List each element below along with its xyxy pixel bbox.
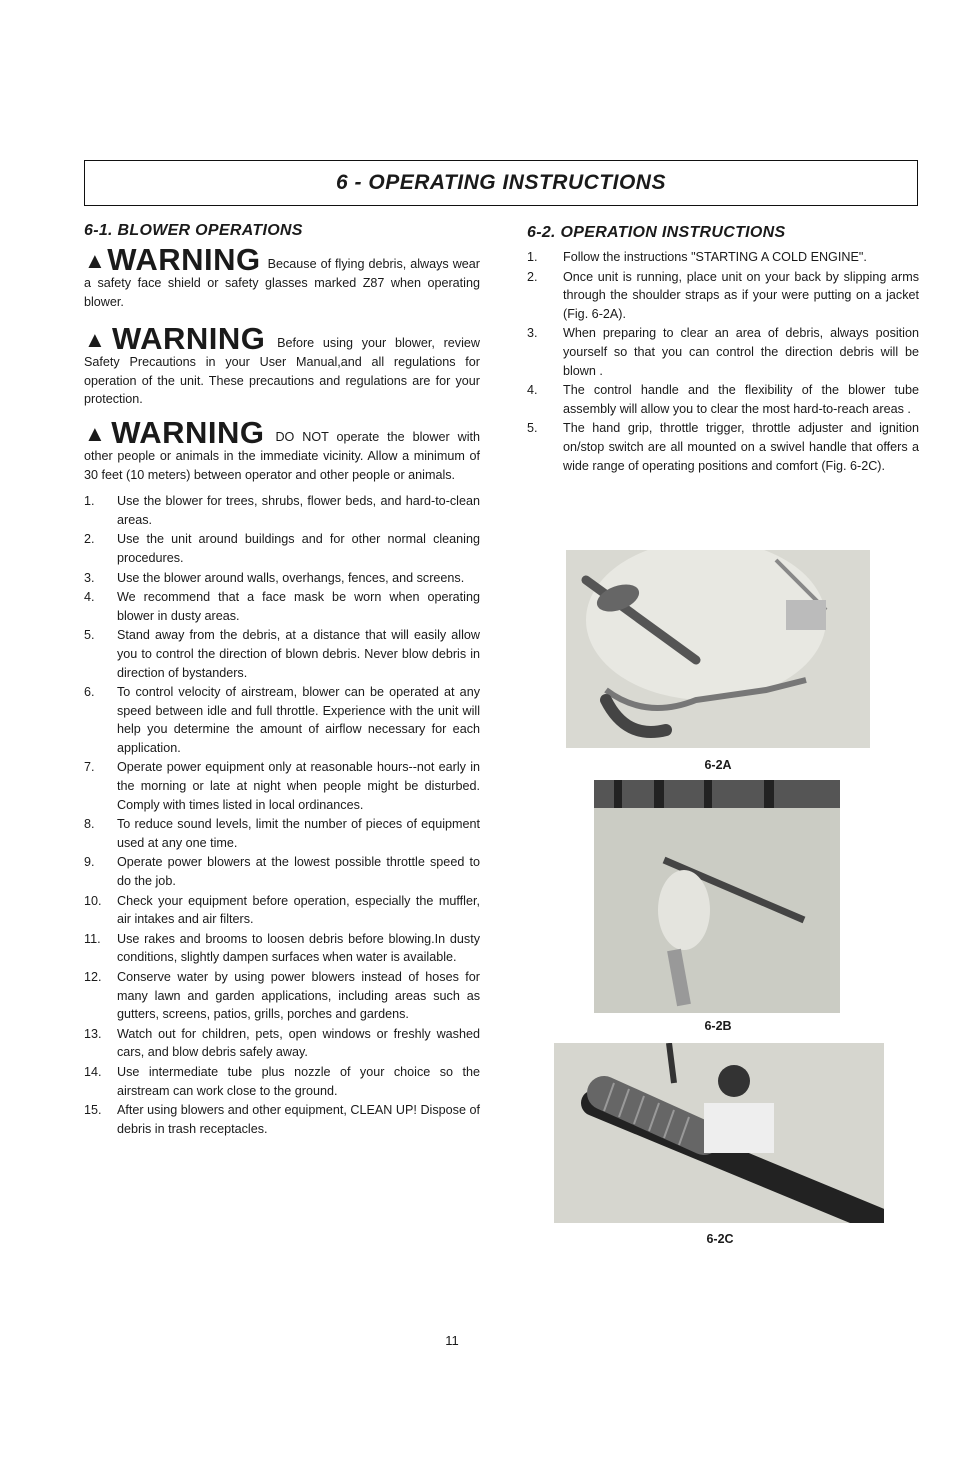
warning-triangle-icon: ▲ [84,420,111,446]
warning-safety-precautions [84,321,480,409]
blower-operations-title: 6-1. BLOWER OPERATIONS [84,222,303,239]
list-item: 3. When preparing to clear an area of debris, always position yourself so that you can control the direction debris will be blown . [527,326,919,378]
warning-triangle-icon: ▲ [84,327,112,353]
figure-caption: 6-2B [704,1019,732,1033]
list-item: 1. Use the blower for trees, shrubs, flower beds, and hard-to-clean areas. [84,494,480,527]
blower-operations-column [84,222,480,1139]
list-item: 8. To reduce sound levels, limit the number of pieces of equipment used at any one time. [84,817,480,850]
list-item: 10. Check your equipment before operation, especially the muffler, air intakes and air filters. [84,893,480,927]
figure-6-2a-photo [566,550,870,748]
list-item: 14. Use intermediate tube plus nozzle of your choice so the airstream can work close to the ground. [84,1064,480,1098]
list-item: 4. The control handle and the flexibility of the blower tube assembly will allow you to clear the most hard-to-reach areas . [527,383,919,416]
list-item: 5. The hand grip, throttle trigger, throttle adjuster and ignition on/stop switch are all mounted on a swivel handle that offers a wide range of operating positions and comfort (Fig. 6-2C). [527,421,919,473]
list-item: 2. Once unit is running, place unit on your back by slipping arms through the shoulder straps as if your were putting on a jacket (Fig. 6-2A). [527,269,919,321]
operation-instructions-column [527,224,919,476]
operation-instructions-list [527,248,919,475]
warning-label: WARNING [112,321,266,357]
section-header [84,160,918,206]
warning-label: WARNING [111,414,265,450]
list-item: 12. Conserve water by using power blowers instead of hoses for many lawn and garden applications, including areas such as gutters, screens, patios, grills, porches and gardens. [84,970,480,1022]
warning-bystanders [84,414,480,484]
warning-triangle-icon: ▲ [84,248,107,273]
list-item: 2. Use the unit around buildings and for other normal cleaning procedures. [84,532,480,565]
figure-6-2c-photo [554,1043,884,1223]
list-item: 6. To control velocity of airstream, blower can be operated at any speed between idle and full throttle. Experience with the unit will help you determine the amount of airflow necessary for each application. [84,685,480,755]
list-item: 9. Operate power blowers at the lowest possible throttle speed to do the job. [84,855,480,889]
operation-instructions-title: 6-2. OPERATION INSTRUCTIONS [527,224,786,241]
list-item: 11. Use rakes and brooms to loosen debris before blowing.In dusty conditions, slightly dampen surfaces when water is available. [84,931,480,965]
warning-text: Before using your blower, review Safety Precautions in your User Manual,and all regulations for operation of the unit. These precautions and regulations are for your protection. [84,336,480,407]
figure-caption: 6-2C [706,1232,734,1246]
warning-text: DO NOT operate the blower with other people or animals in the immediate vicinity. Allow a minimum of 30 feet (10 meters) between operator and other people or animals. [84,429,480,482]
list-item: 4. We recommend that a face mask be worn when operating blower in dusty areas. [84,590,480,623]
list-item: 5. Stand away from the debris, at a distance that will easily allow you to control the direction of blown debris. Never blow debris in direction of bystanders. [84,628,480,680]
figure-6-2b-photo [594,780,840,1013]
list-item: 3. Use the blower around walls, overhangs, fences, and screens. [84,570,465,585]
list-item: 1. Follow the instructions "STARTING A COLD ENGINE". [527,250,867,264]
figure-caption: 6-2A [704,758,732,772]
warning-text: Because of flying debris, always wear a safety face shield or safety glasses marked Z87 when operating blower. [84,257,480,309]
list-item: 7. Operate power equipment only at reasonable hours--not early in the morning or late at night when people might be disturbed. Comply with times listed in local ordinances. [84,760,480,812]
blower-operations-list [84,492,480,1138]
warning-label: WARNING [107,242,261,277]
warning-face-shield [84,242,480,311]
list-item: 15. After using blowers and other equipment, CLEAN UP! Dispose of debris in trash receptacles. [84,1103,480,1136]
section-title: 6 - OPERATING INSTRUCTIONS [336,171,666,194]
list-item: 13. Watch out for children, pets, open windows or freshly washed cars, and blow debris safely away. [84,1026,480,1060]
page-number: 11 [445,1333,459,1348]
